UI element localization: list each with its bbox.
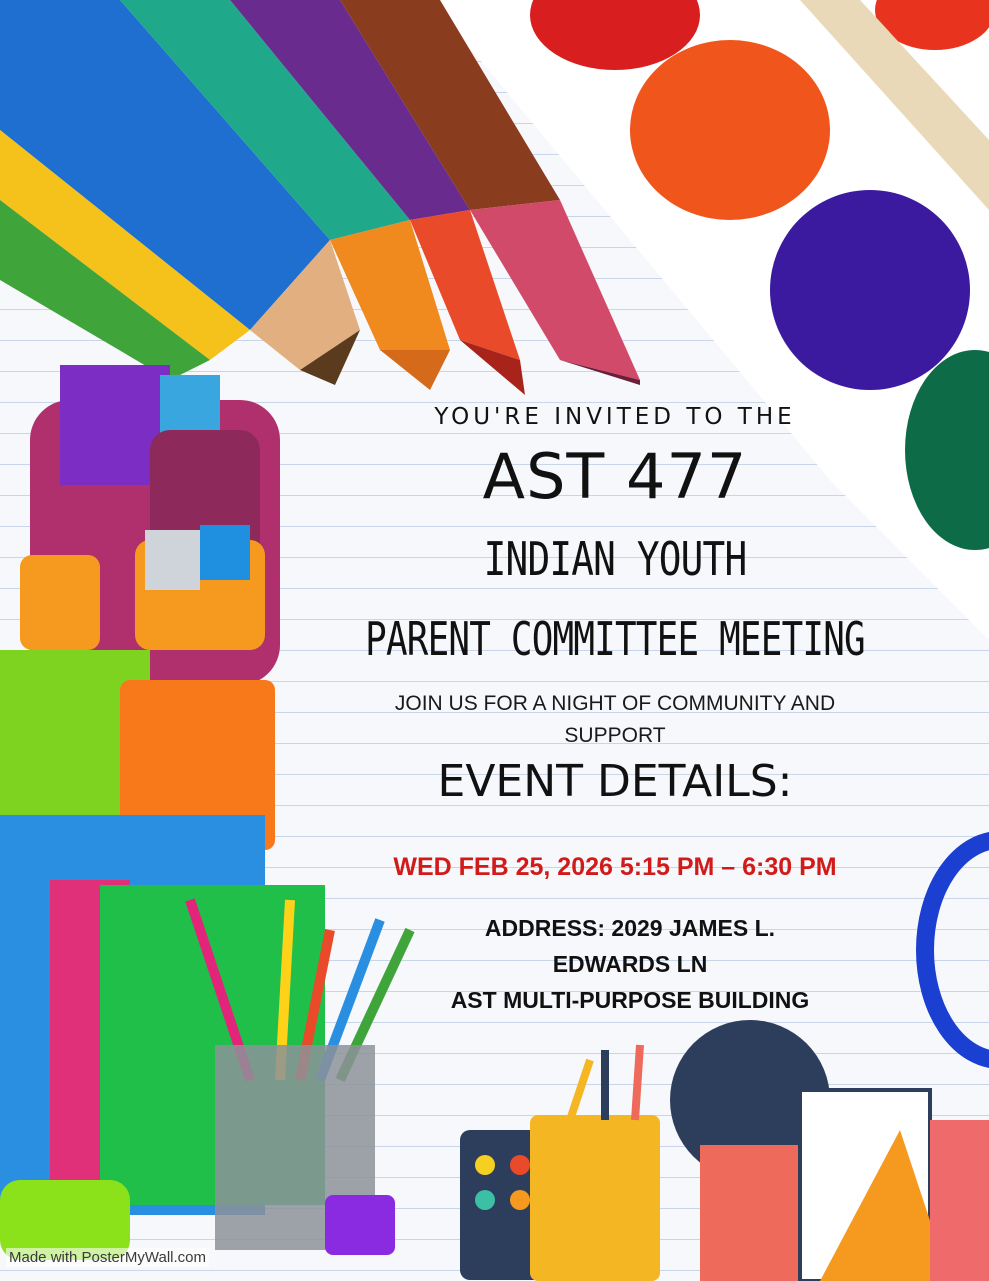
title-line-1: INDIAN YOUTH bbox=[483, 532, 747, 586]
address-line-3: AST MULTI-PURPOSE BUILDING bbox=[450, 987, 810, 1013]
address-line-1: ADDRESS: 2029 JAMES L. bbox=[484, 915, 776, 941]
blue-ring-icon bbox=[925, 840, 989, 1060]
program-title: AST 477 bbox=[482, 440, 748, 513]
event-address bbox=[390, 910, 870, 1018]
address-line-2: EDWARDS LN bbox=[552, 951, 708, 977]
backpack-icon bbox=[20, 365, 280, 685]
event-datetime: WED FEB 25, 2026 5:15 PM – 6:30 PM bbox=[393, 853, 837, 881]
event-details-heading: EVENT DETAILS: bbox=[437, 756, 793, 807]
watermark-credit: Made with PosterMyWall.com bbox=[6, 1248, 209, 1267]
school-supplies-cluster-icon bbox=[460, 1020, 989, 1281]
invitation-line: YOU'RE INVITED TO THE bbox=[434, 404, 796, 430]
tagline: JOIN US FOR A NIGHT OF COMMUNITY AND SUPPORT bbox=[394, 692, 836, 747]
title-line-2: PARENT COMMITTEE MEETING bbox=[365, 612, 865, 666]
